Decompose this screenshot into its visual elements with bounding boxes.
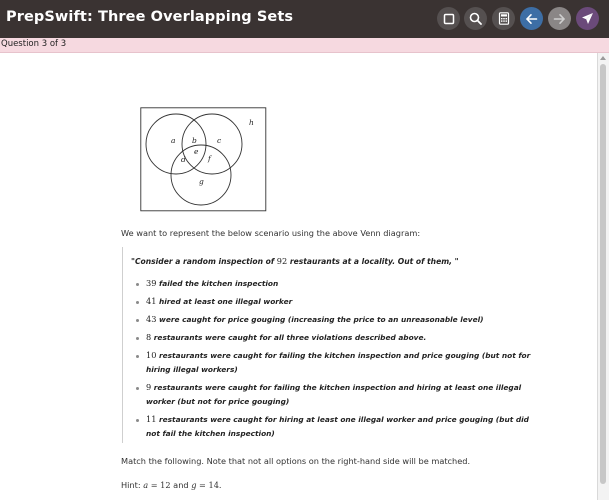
set-circle-bottom: [171, 145, 231, 205]
hint-text: Hint: a = 12 and g = 14.: [121, 480, 222, 490]
region-label-d: d: [181, 155, 186, 164]
list-item: 39 failed the kitchen inspection: [146, 278, 279, 288]
search-button[interactable]: [464, 7, 487, 30]
venn-diagram: [140, 107, 268, 213]
region-label-g: g: [199, 177, 204, 186]
scrollbar-thumb[interactable]: [600, 64, 606, 484]
set-circle-left: [146, 114, 206, 174]
calculator-icon: [498, 12, 510, 25]
region-label-c: c: [217, 136, 222, 145]
scroll-up-arrow[interactable]: [600, 56, 606, 60]
scenario-intro: "Consider a random inspection of 92 restaurants at a locality. Out of them, ": [131, 256, 459, 266]
arrow-left-icon: [525, 13, 538, 25]
region-label-e: e: [194, 147, 199, 156]
square-icon: [443, 13, 455, 25]
bullet-dot: [136, 301, 139, 304]
region-label-a: a: [171, 136, 176, 145]
region-label-f: f: [208, 154, 211, 163]
bullet-dot: [136, 337, 139, 340]
region-label-h: h: [249, 118, 254, 127]
list-item: 43 were caught for price gouging (increasing the price to an unreasonable level): [146, 314, 484, 324]
app-title: PrepSwift: Three Overlapping Sets: [6, 9, 294, 25]
bullet-dot: [136, 283, 139, 286]
arrow-right-icon: [553, 13, 566, 25]
bullet-dot: [136, 387, 139, 390]
quote-border: [122, 247, 123, 443]
back-button[interactable]: [520, 7, 543, 30]
list-item: 11 restaurants were caught for hiring at least one illegal worker and price gouging (but did not fail the kitchen inspection): [146, 414, 529, 438]
universal-set-box: [141, 108, 266, 211]
bullet-dot: [136, 419, 139, 422]
question-progress-bar: [0, 38, 609, 53]
forward-button[interactable]: [548, 7, 571, 30]
set-circle-right: [182, 114, 242, 174]
intro-text: We want to represent the below scenario using the above Venn diagram:: [121, 228, 421, 238]
list-item: 8 restaurants were caught for all three violations described above.: [146, 332, 427, 342]
app-header: [0, 0, 609, 38]
question-progress-label: Question 3 of 3: [1, 39, 67, 49]
list-item: 10 restaurants were caught for failing the kitchen inspection and price gouging (but not for hiring illegal workers): [146, 350, 531, 374]
send-icon: [581, 12, 594, 25]
bullet-dot: [136, 319, 139, 322]
search-icon: [469, 12, 482, 25]
match-instruction: Match the following. Note that not all options on the right-hand side will be matched.: [121, 456, 471, 466]
fullscreen-button[interactable]: [437, 7, 460, 30]
bullet-dot: [136, 355, 139, 358]
submit-button[interactable]: [576, 7, 599, 30]
list-item: 41 hired at least one illegal worker: [146, 296, 293, 306]
calculator-button[interactable]: [492, 7, 515, 30]
list-item: 9 restaurants were caught for failing the kitchen inspection and hiring at least one illegal worker (but not for price gouging): [146, 382, 522, 406]
region-label-b: b: [192, 136, 197, 145]
